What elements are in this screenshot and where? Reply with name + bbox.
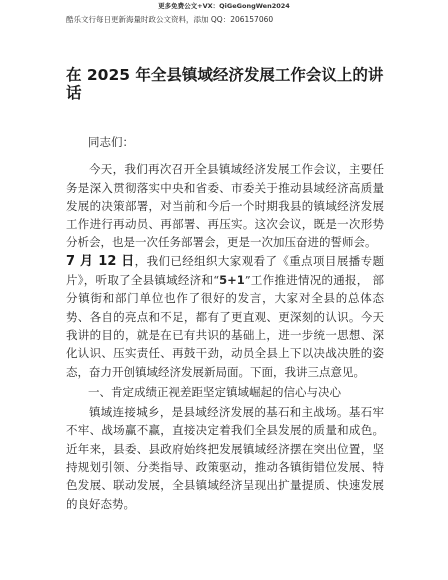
section-1-heading: 一、肯定成绩正视差距坚定镇域崛起的信心与决心 [88,384,341,399]
paragraph-2-date: 7 月 12 日 [66,253,135,269]
paragraph-2-text-b: ”工作推进情况的通报， 部分镇街和部门单位也作了很好的发言，大家对全县的总体态 势、各自的亮点和不足，都有了更直观、更深刻的认识。今天 我讲的目的，就是在已有共识的基础上，进一步统一思想、深 化认识、压实责任、再鼓干劲，动员全县上下以决战决胜的姿 态，奋力开创镇域经济发展新局面。下面，我讲三点意见。 [66,273,384,379]
paragraph-2-five-plus-one: 5+1 [219,273,245,288]
document-body [66,133,384,513]
document-title: 在 2025 年全县镇域经济发展工作会议上的讲话 [66,66,384,102]
top-banner: 更多免费公文+VX：QiGeGongWen2024 [158,2,290,10]
paragraph-2 [66,252,384,381]
greeting: 同志们： [88,135,134,149]
paragraph-1: 今天，我们再次召开全县镇域经济发展工作会议，主要任务是深入贯彻落实中央和省委、市委关于推动县域经济高质量发展的决策部署，对当前和今后一个时期我县的镇域经济发展工作进行再动员、再部署、再压实。这次会议，既是一次形势分析会，也是一次任务部署会，更是一次加压奋进的誓师会。 [66,162,384,250]
paragraph-2-text-a: ，我们已经组织大家观看了《重点项目展播专题 片》，听取了全县镇域经济和“ [66,253,384,288]
paragraph-3: 镇域连接城乡，是县域经济发展的基石和主战场。基石牢不牢、战场赢不赢，直接决定着我们全县发展的质量和成色。近年来，县委、县政府始终把发展镇域经济摆在突出位置，坚持规划引领、分类指导、政策驱动，推动各镇街错位发展、特色发展、联动发展，全县镇域经济呈现出扩量提质、快速发展的良好态势。 [66,405,384,511]
header-note: 酷乐文行每日更新海量时政公文资料，添加 QQ：206157060 [66,15,274,24]
